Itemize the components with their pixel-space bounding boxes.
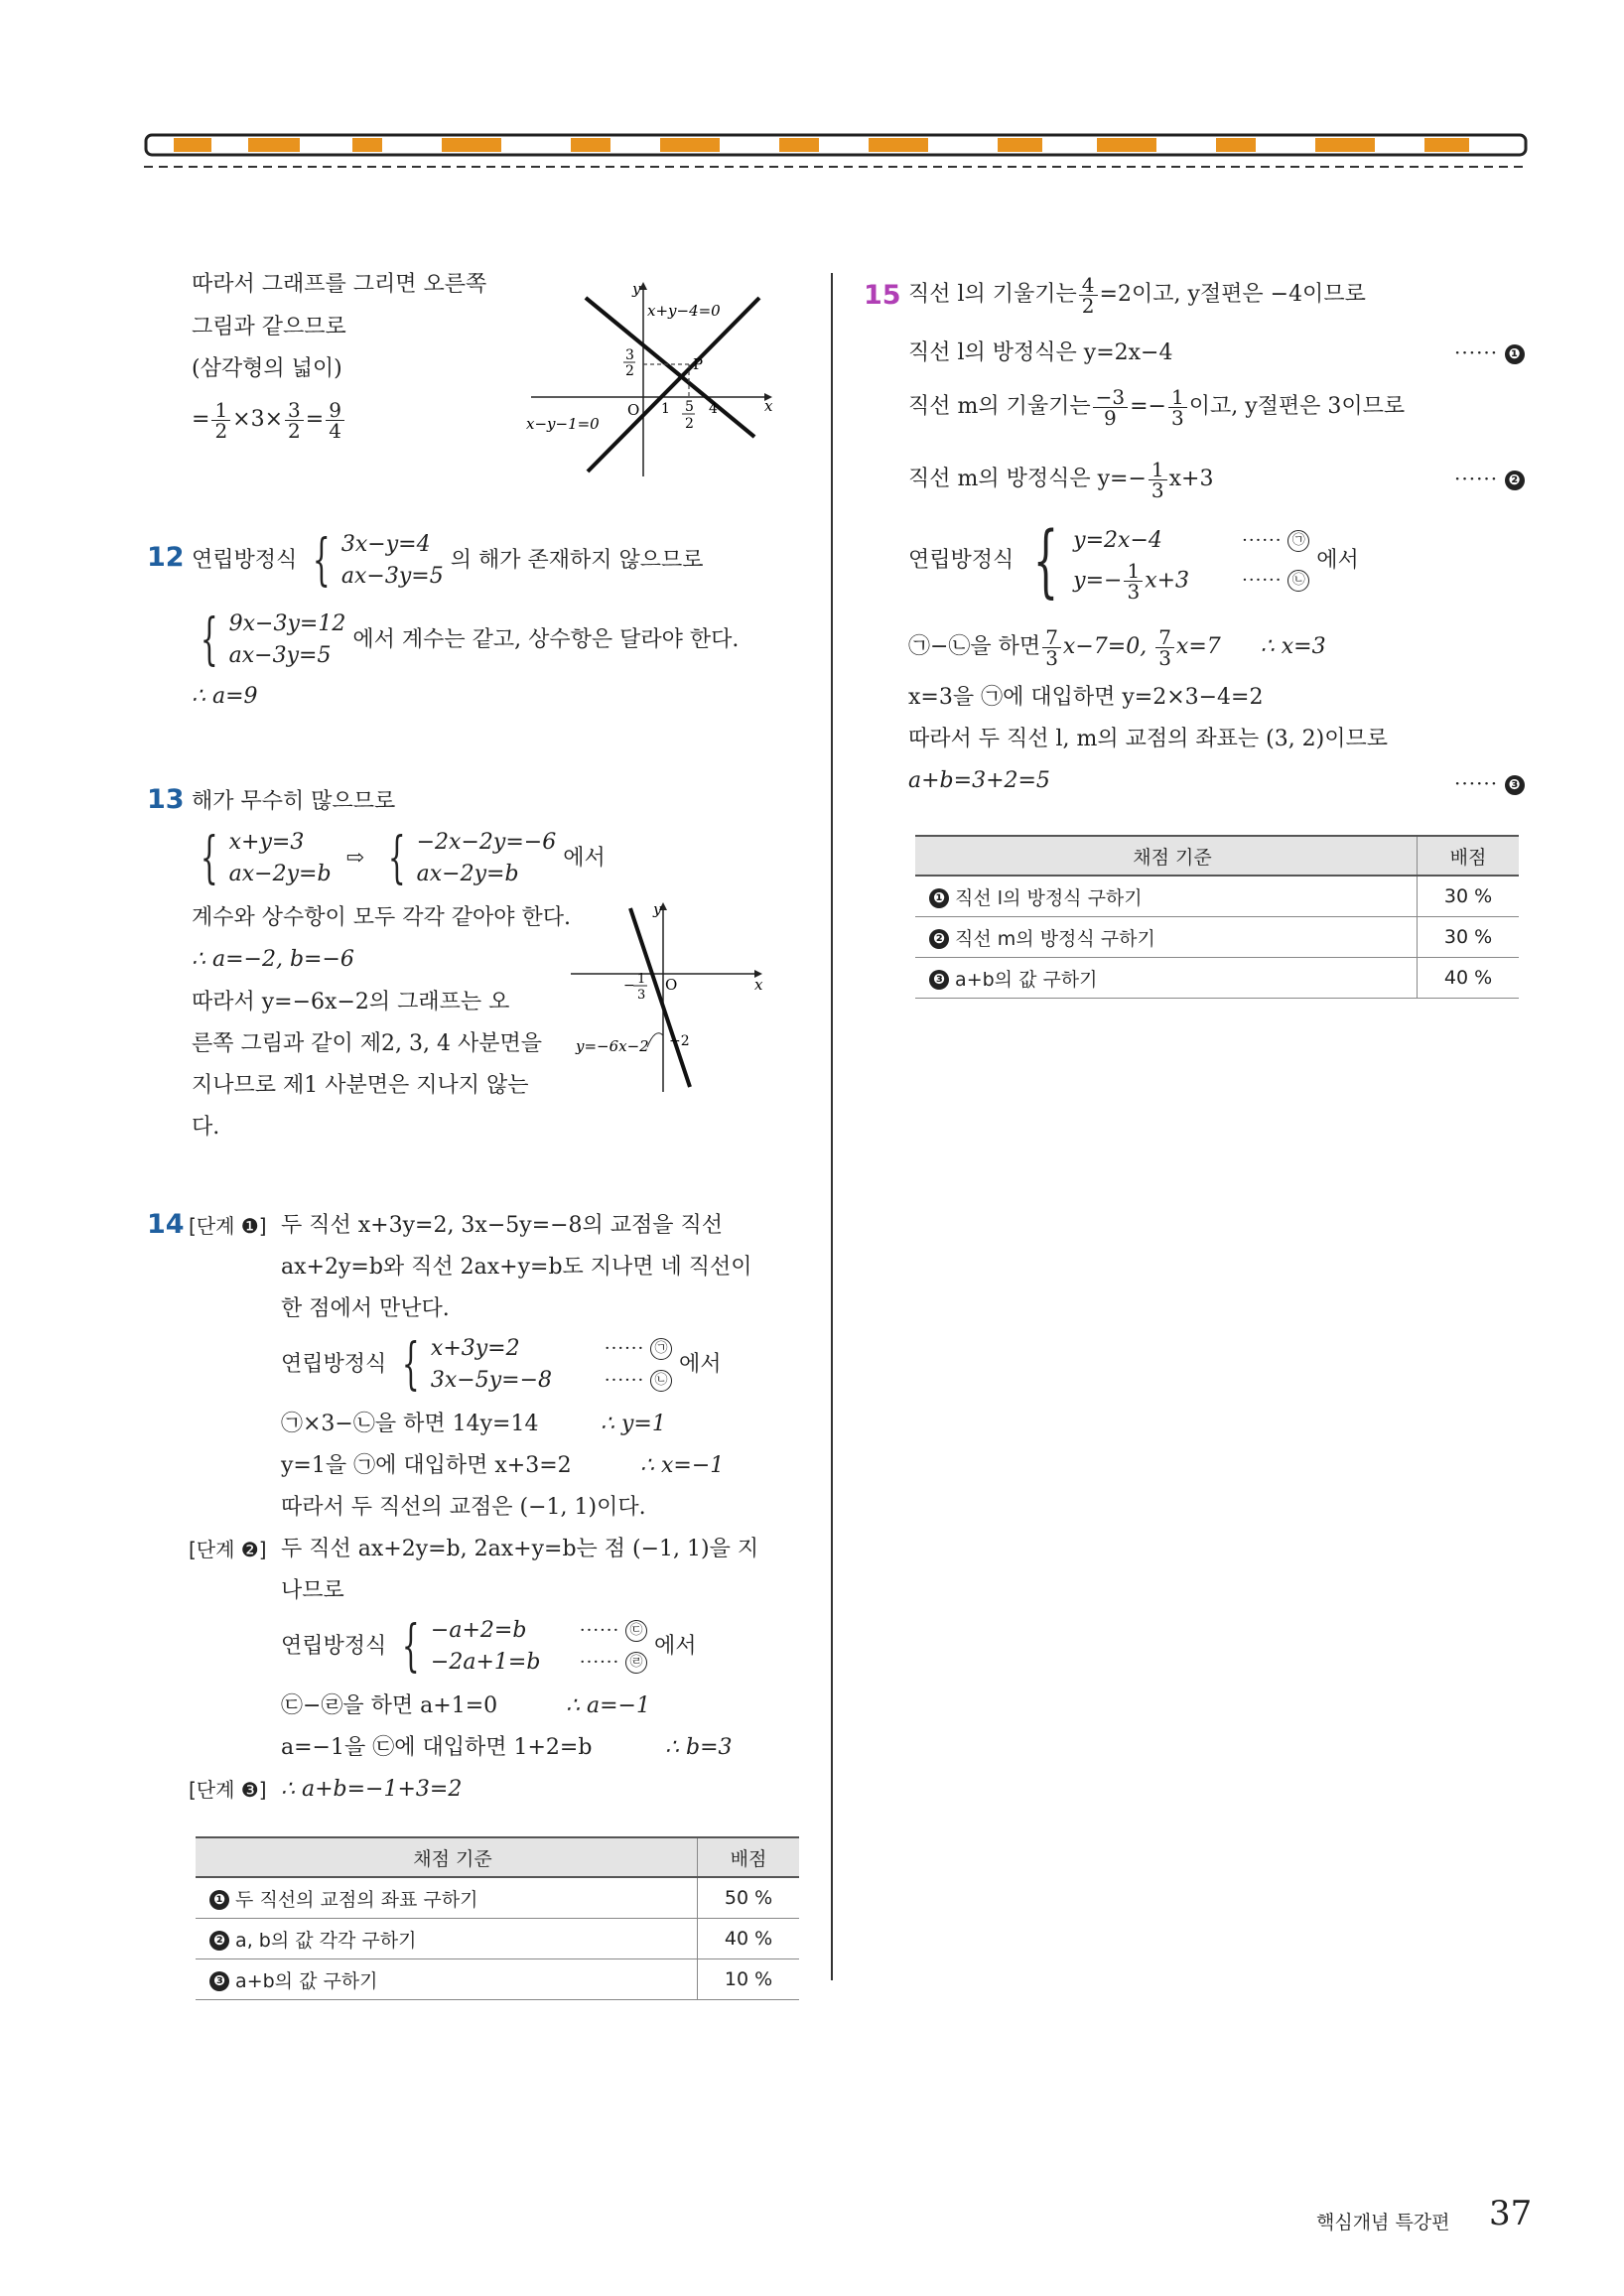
- page-number: 37: [1489, 2194, 1533, 2233]
- q12-system2-line: { 9x−3y=12 ax−3y=5 에서 계수는 같고, 상수항은 달라야 한다.: [200, 608, 740, 672]
- q11-line3: (삼각형의 넓이): [192, 356, 342, 381]
- q13-line7: 다.: [192, 1115, 220, 1140]
- svg-text:5: 5: [685, 399, 694, 415]
- svg-text:1: 1: [661, 401, 670, 417]
- svg-text:2: 2: [685, 416, 694, 432]
- svg-text:y: y: [632, 280, 641, 298]
- q13-line4: 따라서 y=−6x−2의 그래프는 오: [192, 990, 510, 1014]
- q15-marker1: ······ ❶: [1454, 340, 1525, 364]
- svg-text:O: O: [665, 976, 678, 994]
- q11-graph: [526, 278, 774, 481]
- q13-systems-line: { x+y=3 ax−2y=b ⇨ { −2x−2y=−6 ax−2y=b 에서: [200, 826, 606, 890]
- svg-text:y: y: [653, 900, 662, 918]
- q14-s2-line1: 두 직선 ax+2y=b, 2ax+y=b는 점 (−1, 1)을 지: [281, 1537, 759, 1561]
- q11-area-equation: = $\frac{1}{2}$ ×3× $\frac{3}{2}$ = $\frac{9}{4}$: [192, 395, 346, 445]
- svg-text:4: 4: [709, 401, 718, 417]
- q14-s2-line3b: ∴ a=−1: [566, 1693, 650, 1718]
- svg-text:−: −: [623, 978, 635, 994]
- q14-step1-tag: [단계 ❶]: [189, 1214, 267, 1238]
- table-row: ❸ a+b의 값 구하기 40 %: [915, 958, 1519, 999]
- q14-s1-line2: ax+2y=b와 직선 2ax+y=b도 지나면 네 직선이: [281, 1255, 752, 1280]
- svg-text:y=−6x−2: y=−6x−2: [576, 1037, 649, 1055]
- svg-text:x: x: [754, 976, 763, 994]
- q12-system: 3x−y=4 ax−3y=5: [340, 532, 444, 589]
- q14-step3-tag: [단계 ❸]: [189, 1778, 267, 1802]
- q14-s2-system: −a+2=b −2a+1=b: [430, 1618, 541, 1675]
- q14-s2-line4a: a=−1을 ㉢에 대입하면 1+2=b: [281, 1735, 593, 1760]
- q14-s1-line1: 두 직선 x+3y=2, 3x−5y=−8의 교점을 직선: [281, 1213, 724, 1238]
- table-header-row: [196, 1837, 799, 1877]
- table-row: ❷ a, b의 값 각각 구하기 40 %: [196, 1919, 799, 1959]
- q13-line3: ∴ a=−2, b=−6: [192, 947, 354, 972]
- q15-line4: 직선 m의 방정식은 y=− $\frac{1}{3}$ x+3: [908, 457, 1214, 502]
- q11-line1: 따라서 그래프를 그리면 오른쪽: [192, 272, 487, 297]
- q14-s2-line2: 나므로: [281, 1578, 344, 1603]
- q14-s1-line4b: ∴ y=1: [601, 1412, 666, 1436]
- q13-arrow: ⇨: [345, 846, 364, 871]
- table-row: ❶ 두 직선의 교점의 좌표 구하기 50 %: [196, 1877, 799, 1919]
- q14-s1-line4a: ㉠×3−㉡을 하면 14y=14: [281, 1412, 539, 1436]
- q12-result: ∴ a=9: [192, 684, 258, 709]
- q15-line6: x=3을 ㉠에 대입하면 y=2×3−4=2: [908, 685, 1264, 710]
- svg-text:2: 2: [625, 363, 634, 379]
- q14-s2-system-line: 연립방정식 { −a+2=b −2a+1=b······ ㉢ ······ ㉣ 에서: [281, 1614, 697, 1679]
- svg-text:3: 3: [625, 347, 634, 363]
- q13-line2: 계수와 상수항이 모두 각각 같아야 한다.: [192, 905, 571, 930]
- table-row: ❷ 직선 m의 방정식 구하기 30 %: [915, 917, 1519, 958]
- svg-text:x: x: [764, 397, 773, 415]
- frac-three-halves: $\frac{3}{2}$: [285, 400, 304, 441]
- q13-number: 13: [147, 784, 185, 815]
- q15-line7: 따라서 두 직선 l, m의 교점의 좌표는 (3, 2)이므로: [908, 727, 1389, 751]
- q14-s1-line3: 한 점에서 만난다.: [281, 1296, 450, 1321]
- svg-text:−2: −2: [669, 1033, 690, 1049]
- header-criteria: 채점 기준: [915, 836, 1418, 876]
- q14-s2-line3a: ㉢−㉣을 하면 a+1=0: [281, 1693, 498, 1718]
- header-criteria: 채점 기준: [196, 1837, 698, 1877]
- frac-half: $\frac{1}{2}$: [211, 400, 230, 441]
- q12-number: 12: [147, 542, 185, 573]
- q14-s3-line1: ∴ a+b=−1+3=2: [281, 1777, 463, 1802]
- table-row: ❶ 직선 l의 방정식 구하기 30 %: [915, 876, 1519, 917]
- q12-system-line: 연립방정식 { 3x−y=4 ax−3y=5 의 해가 존재하지 않으므로: [192, 528, 704, 593]
- q15-number: 15: [864, 280, 901, 311]
- q15-line3: 직선 m의 기울기는 $\frac{-3}{9}$ =− $\frac{1}{3}$ 이고, y절편은 3이므로: [908, 384, 1406, 430]
- q15-line2: 직선 l의 방정식은 y=2x−4: [908, 340, 1173, 365]
- svg-text:x−y−1=0: x−y−1=0: [526, 415, 600, 433]
- q15-score-table: [915, 835, 1519, 999]
- q15-line8: a+b=3+2=5: [908, 768, 1050, 793]
- q14-s2-line4b: ∴ b=3: [665, 1735, 733, 1760]
- header-points: 배점: [698, 1837, 800, 1877]
- q14-score-table: [196, 1836, 799, 2000]
- svg-text:3: 3: [637, 988, 646, 1003]
- q14-s1-line6: 따라서 두 직선의 교점은 (−1, 1)이다.: [281, 1495, 646, 1520]
- frac-nine-quarters: $\frac{9}{4}$: [326, 400, 344, 441]
- svg-text:x+y−4=0: x+y−4=0: [647, 302, 721, 320]
- q11-line2: 그림과 같으므로: [192, 315, 346, 339]
- q15-line1: 직선 l의 기울기는 $\frac{4}{2}$ =2이고, y절편은 −4이므로: [908, 272, 1366, 318]
- q15-system: y=2x−4 y=− $\frac{1}{3}$ x+3: [1073, 527, 1190, 604]
- svg-text:P: P: [693, 355, 704, 373]
- table-row: ❸ a+b의 값 구하기 10 %: [196, 1959, 799, 2000]
- table-header-row: [915, 836, 1519, 876]
- q14-s1-system: x+3y=2 3x−5y=−8: [430, 1336, 553, 1393]
- q12-system2: 9x−3y=12 ax−3y=5: [228, 611, 346, 668]
- q14-step2-tag: [단계 ❷]: [189, 1538, 267, 1561]
- q13-system1: x+y=3 ax−2y=b: [228, 830, 332, 886]
- column-divider: [831, 273, 833, 1980]
- q14-number: 14: [147, 1209, 185, 1240]
- footer-book-title: 핵심개념 특강편: [1316, 2212, 1450, 2233]
- q13-line5: 른쪽 그림과 같이 제2, 3, 4 사분면을: [192, 1031, 542, 1056]
- svg-text:O: O: [627, 401, 640, 419]
- q13-graph: [566, 898, 769, 1097]
- q14-s1-line5a: y=1을 ㉠에 대입하면 x+3=2: [281, 1453, 572, 1478]
- svg-text:1: 1: [637, 972, 646, 987]
- q15-marker2: ······ ❷: [1454, 467, 1525, 490]
- q13-line6: 지나므로 제1 사분면은 지나지 않는: [192, 1073, 529, 1098]
- header-points: 배점: [1418, 836, 1520, 876]
- header-decoration: [144, 127, 1529, 173]
- q15-system-line: 연립방정식 { y=2x−4 y=− $\frac{1}{3}$ x+3······ ㉠ ······ ㉡ 에서: [908, 514, 1359, 607]
- q14-s1-system-line: 연립방정식 { x+3y=2 3x−5y=−8······ ㉠ ······ ㉡ 에서: [281, 1332, 722, 1397]
- q14-s1-line5b: ∴ x=−1: [640, 1453, 725, 1478]
- q15-line5: ㉠−㉡을 하면 $\frac{7}{3}$ x−7=0, $\frac{7}{3}$ x=7 ∴ x=3: [908, 624, 1326, 670]
- q13-lead: 해가 무수히 많으므로: [192, 789, 396, 814]
- q15-marker3: ······ ❸: [1454, 771, 1525, 795]
- q13-system2: −2x−2y=−6 ax−2y=b: [416, 830, 557, 886]
